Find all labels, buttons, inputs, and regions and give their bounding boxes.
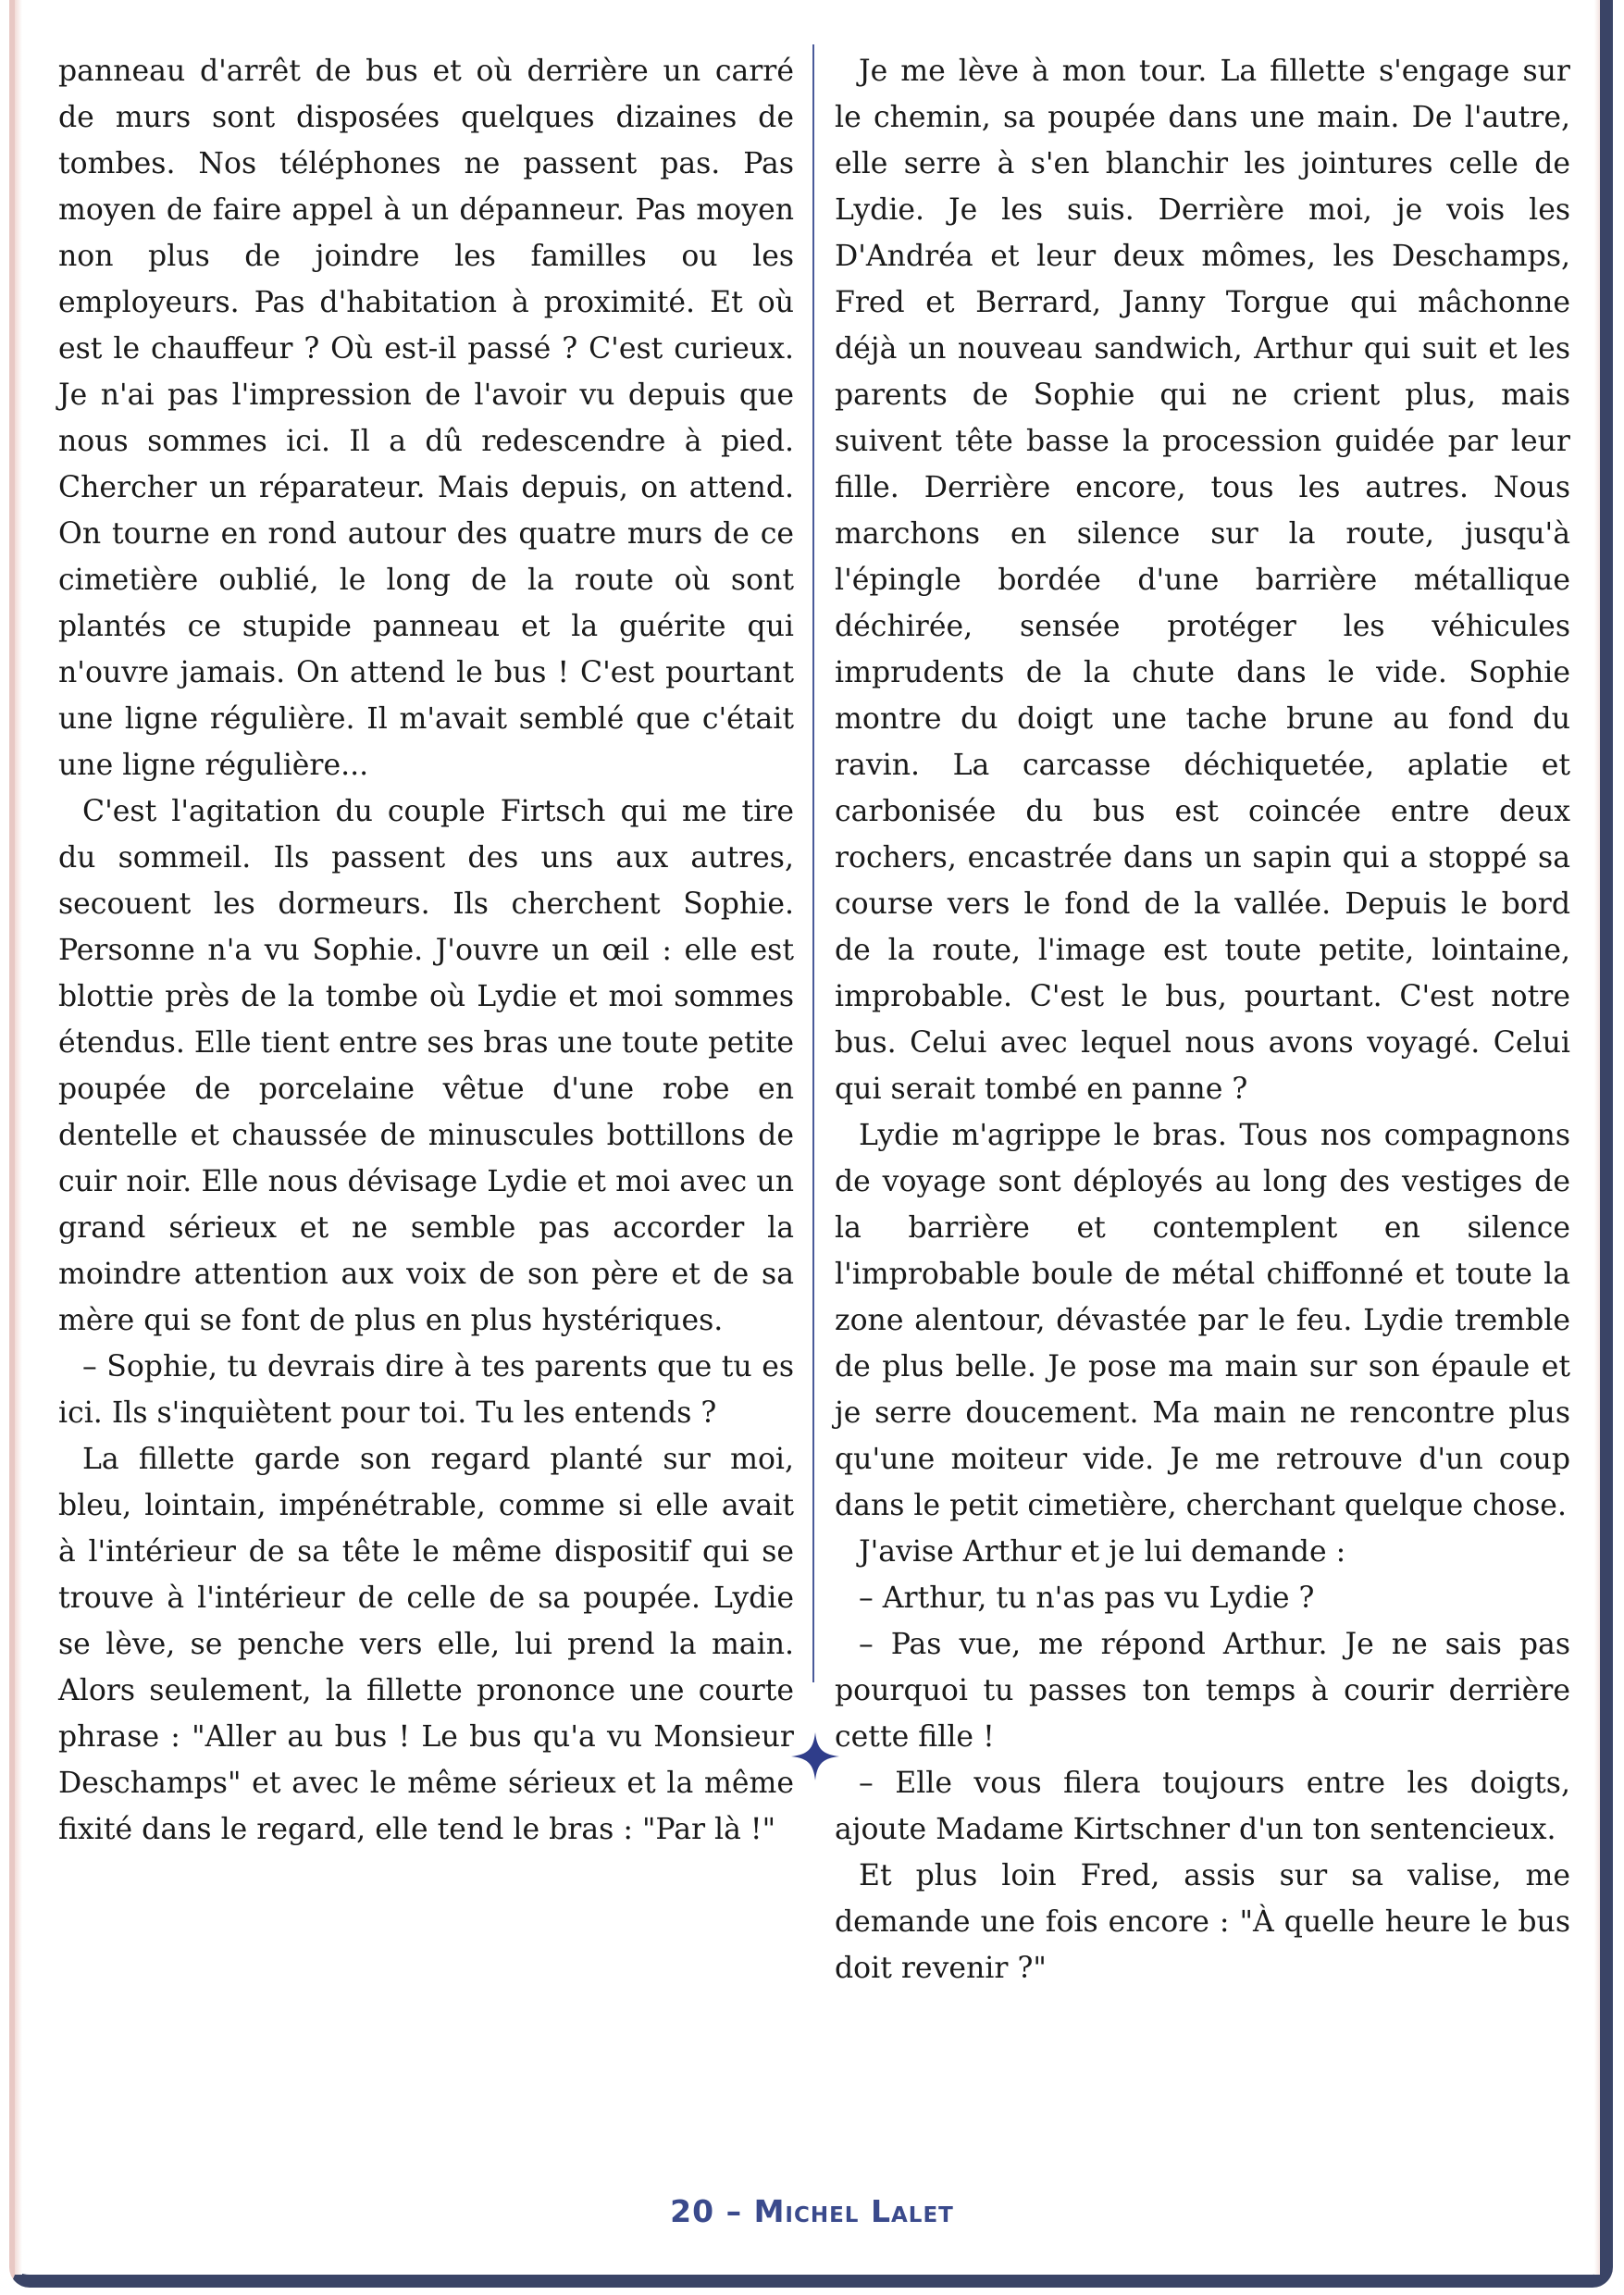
paragraph: Je me lève à mon tour. La fillette s'engage sur le chemin, sa poupée dans une main. De l'autre, elle serre à s'en blanchir les jointures celle de Lydie. Je les suis. Derrière moi, je vois les D'Andréa et leur deux mômes, les Deschamps, Fred et Berrard, Janny Torgue qui mâchonne déjà un nouveau sandwich, Arthur qui suit et les parents de Sophie qui ne crient plus, mais suivent tête basse la procession guidée par leur fille. Derrière encore, tous les autres. Nous marchons en silence sur la route, jusqu'à l'épingle bordée d'une barrière métallique déchirée, sensée protéger les véhicules imprudents de la chute dans le vide. Sophie montre du doigt une tache brune au fond du ravin. La carcasse déchiquetée, aplatie et carbonisée du bus est coincée entre deux rochers, encastrée dans un sapin qui a stoppé sa course vers le fond de la vallée. Depuis le bord de la route, l'image est toute petite, lointaine, improbable. C'est le bus, pourtant. C'est notre bus. Celui avec lequel nous avons voyagé. Celui qui serait tombé en panne ?	[835, 55, 1570, 1106]
footer-separator: –	[725, 2193, 743, 2229]
paragraph: – Pas vue, me répond Arthur. Je ne sais pas pourquoi tu passes ton temps à courir derrière cette fille !	[835, 1628, 1570, 1754]
paragraph: Lydie m'agrippe le bras. Tous nos compagnons de voyage sont déployés au long des vestiges de la barrière et contemplent en silence l'improbable boule de métal chiffonné et toute la zone alentour, dévastée par le feu. Lydie tremble de plus belle. Je pose ma main sur son épaule et je serre doucement. Ma main ne rencontre plus qu'une moiteur vide. Je me retrouve d'un coup dans le petit cimetière, cherchant quelque chose.	[835, 1119, 1570, 1522]
paragraph: La fillette garde son regard planté sur moi, bleu, lointain, impénétrable, comme si elle avait à l'intérieur de sa tête le même dispositif qui se trouve à l'intérieur de celle de sa poupée. Lydie se lève, se penche vers elle, lui prend la main. Alors seulement, la fillette prononce une courte phrase : "Aller au bus ! Le bus qu'a vu Monsieur Deschamps" et avec le même sérieux et la même fixité dans le regard, elle tend le bras : "Par là !"	[58, 1443, 794, 1846]
paragraph: J'avise Arthur et je lui demande :	[859, 1535, 1346, 1569]
paragraph: – Arthur, tu n'as pas vu Lydie ?	[859, 1582, 1315, 1615]
page-footer	[0, 2193, 1624, 2229]
paragraph: C'est l'agitation du couple Firtsch qui me tire du sommeil. Ils passent des uns aux autres, secouent les dormeurs. Ils cherchent Sophie. Personne n'a vu Sophie. J'ouvre un œil : elle est blottie près de la tombe où Lydie et moi sommes étendus. Elle tient entre ses bras une toute petite poupée de porcelaine vêtue d'une robe en dentelle et chaussée de minuscules bottillons de cuir noir. Elle nous dévisage Lydie et moi avec un grand sérieux et ne semble pas accorder la moindre attention aux voix de son père et de sa mère qui se font de plus en plus hystériques.	[58, 795, 794, 1337]
column-divider	[812, 44, 814, 1682]
paragraph: panneau d'arrêt de bus et où derrière un carré de murs sont disposées quelques dizaines de tombes. Nos téléphones ne passent pas. Pas moyen de faire appel à un dépanneur. Pas moyen non plus de joindre les familles ou les employeurs. Pas d'habitation à proximité. Et où est le chauffeur ? Où est-il passé ? C'est curieux. Je n'ai pas l'impression de l'avoir vu depuis que nous sommes ici. Il a dû redescendre à pied. Chercher un réparateur. Mais depuis, on attend. On tourne en rond autour des quatre murs de ce cimetière oublié, le long de la route où sont plantés ce stupide panneau et la guérite qui n'ouvre jamais. On attend le bus ! C'est pourtant une ligne régulière. Il m'avait semblé que c'était une ligne régulière...	[58, 55, 794, 782]
right-column	[835, 48, 1570, 1991]
paragraph: – Elle vous filera toujours entre les doigts, ajoute Madame Kirtschner d'un ton sentencieux.	[835, 1767, 1570, 1846]
paragraph: – Sophie, tu devrais dire à tes parents que tu es ici. Ils s'inquiètent pour toi. Tu les entends ?	[58, 1350, 794, 1430]
page-number: 20	[670, 2193, 715, 2229]
author-first-name: Michel	[753, 2193, 860, 2229]
author-last-name: Lalet	[870, 2193, 954, 2229]
left-column	[58, 48, 794, 1853]
four-point-star-icon	[789, 1731, 841, 1782]
paragraph: Et plus loin Fred, assis sur sa valise, me demande une fois encore : "À quelle heure le bus doit revenir ?"	[835, 1859, 1570, 1985]
